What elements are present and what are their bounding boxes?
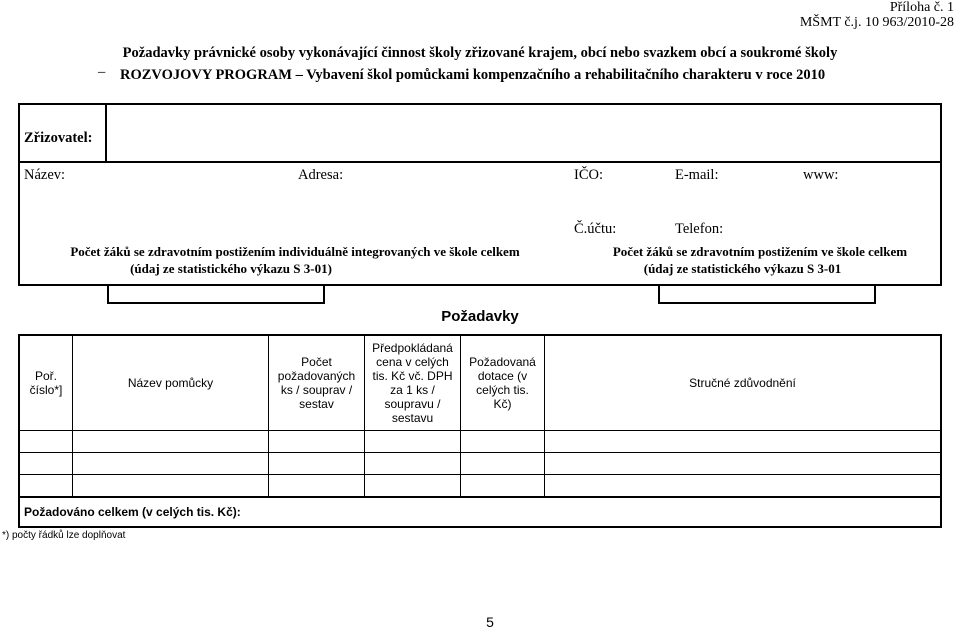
- nazev-label: Název:: [24, 167, 66, 183]
- zrizovatel-label: Zřizovatel:: [24, 130, 93, 146]
- column-header-unit-price: Předpokládaná cena v celých tis. Kč vč. DPH za 1 ks / soupravu / sestavu: [372, 341, 453, 425]
- total-requested-label: Požadováno celkem (v celých tis. Kč):: [24, 505, 241, 519]
- table-row[interactable]: [20, 475, 940, 496]
- footnote: *) počty řádků lze doplňovat: [2, 530, 126, 541]
- annex-label: Příloha č. 1: [889, 0, 954, 15]
- table-row[interactable]: [20, 431, 940, 452]
- pupils-total-label: Počet žáků se zdravotním postižením ve škole celkem: [612, 244, 908, 259]
- column-header-order: Poř. číslo*]: [29, 369, 63, 397]
- pupils-integrated-source: (údaj ze statistického výkazu S 3-01): [130, 261, 332, 276]
- column-header-justification: Stručné zdůvodnění: [689, 376, 796, 390]
- pupils-total-source: (údaj ze statistického výkazu S 3-01: [643, 261, 842, 276]
- adresa-label: Adresa:: [298, 167, 344, 183]
- pupils-integrated-label: Počet žáků se zdravotním postižením individuálně integrovaných ve škole celkem: [70, 244, 520, 259]
- page-number: 5: [486, 614, 494, 630]
- email-label: E-mail:: [675, 167, 719, 183]
- document-title-line2: ROZVOJOVY PROGRAM – Vybavení škol pomůckami kompenzačního a rehabilitačního charakteru v roce 2010: [120, 67, 826, 83]
- requirements-title: Požadavky: [441, 308, 519, 325]
- ucet-label: Č.účtu:: [574, 221, 617, 237]
- www-label: www:: [803, 167, 839, 183]
- ico-label: IČO:: [574, 167, 603, 183]
- title-dash: –: [98, 64, 106, 80]
- column-header-quantity: Počet požadovaných ks / souprav / sestav: [277, 355, 356, 411]
- table-row[interactable]: [20, 453, 940, 474]
- telefon-label: Telefon:: [675, 221, 724, 237]
- reference-number: MŠMT č.j. 10 963/2010-28: [799, 15, 954, 30]
- document-title-line1: Požadavky právnické osoby vykonávající činnost školy zřizované krajem, obcí nebo svazkem obcí a soukromé školy: [122, 45, 838, 61]
- column-header-item-name: Název pomůcky: [127, 376, 214, 390]
- column-header-subsidy: Požadovaná dotace (v celých tis. Kč): [469, 355, 536, 411]
